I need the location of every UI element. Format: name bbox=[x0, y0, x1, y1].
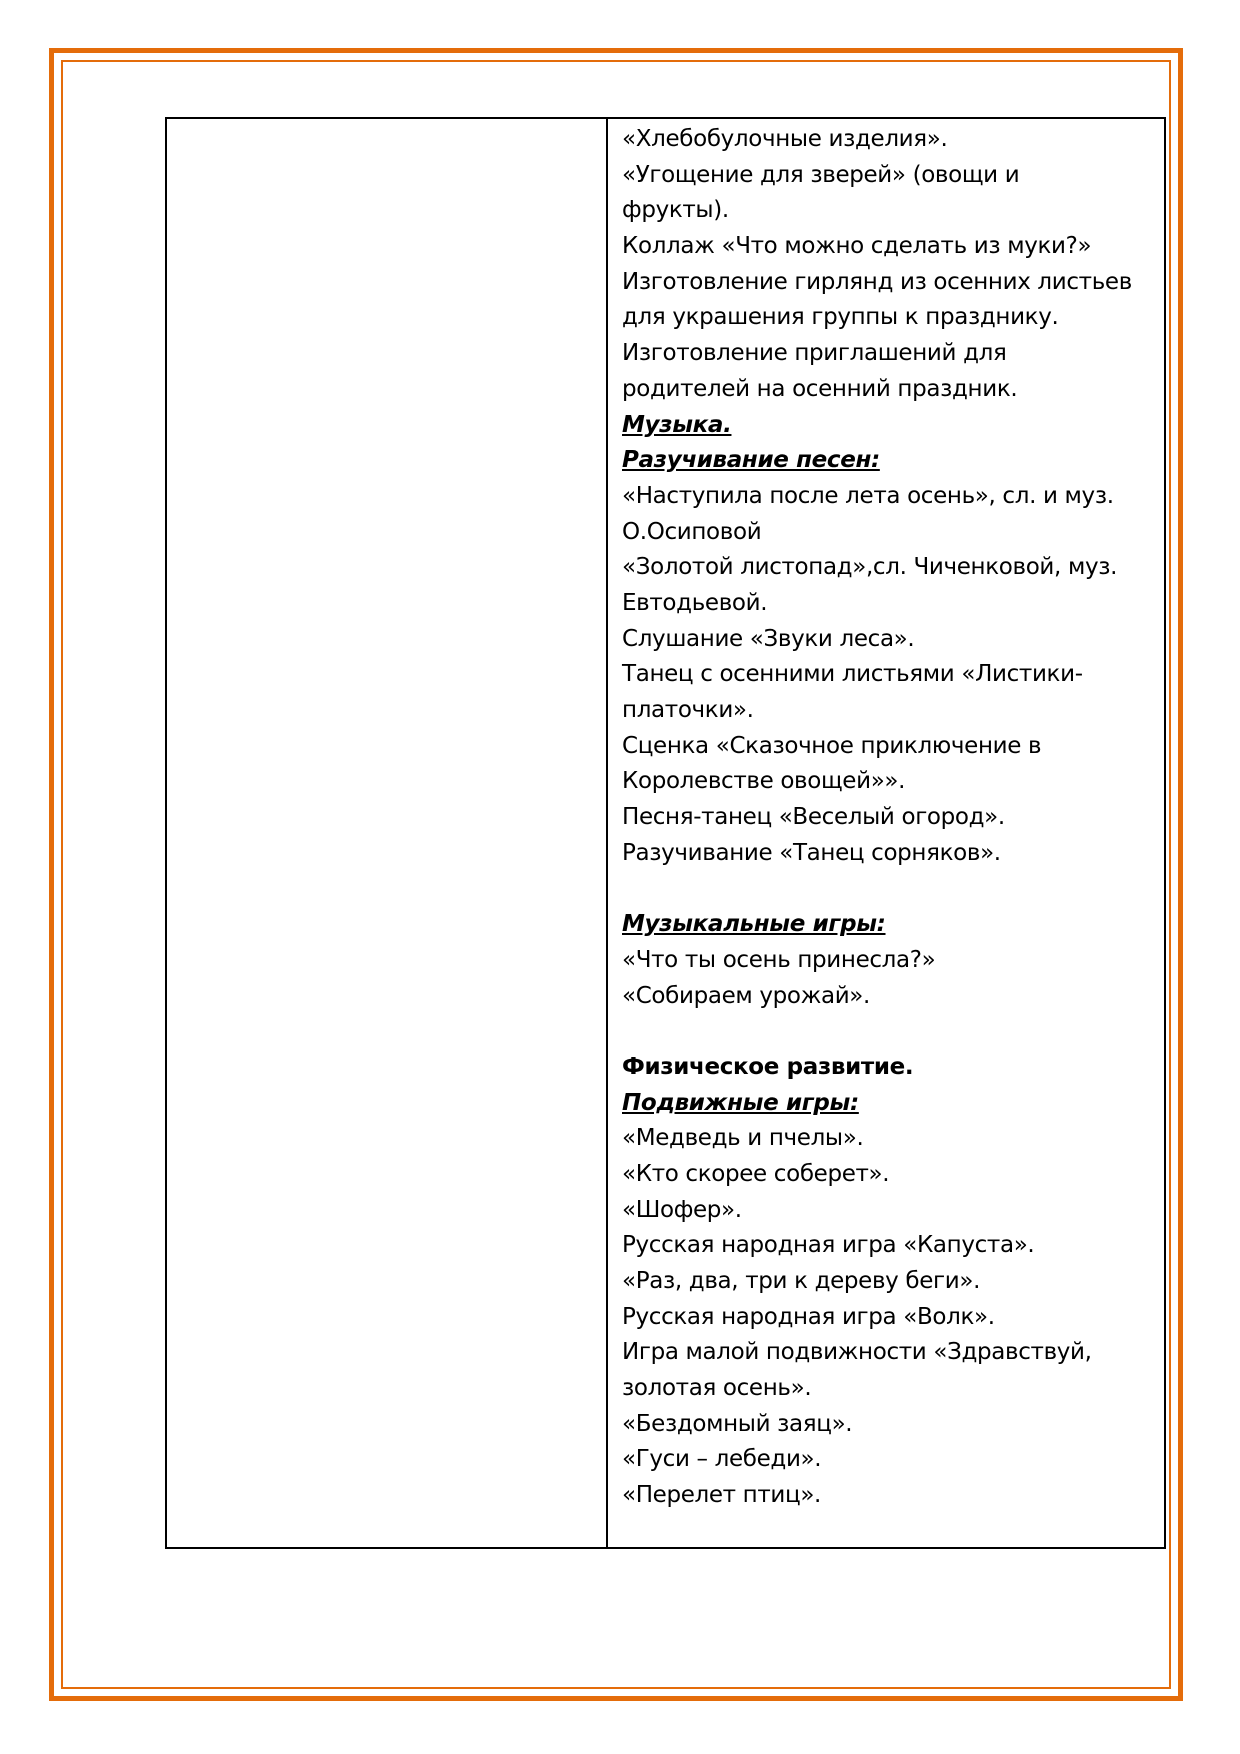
heading-text: Подвижные игры: bbox=[622, 1089, 859, 1116]
text-line: Сценка «Сказочное приключение в bbox=[622, 732, 1042, 759]
text-line: «Гуси – лебеди». bbox=[622, 1446, 822, 1473]
text-line: Русская народная игра «Волк». bbox=[622, 1303, 995, 1330]
text-line: платочки». bbox=[622, 697, 754, 723]
text-line: О.Осиповой bbox=[622, 518, 762, 545]
text-line: для украшения группы к празднику. bbox=[622, 304, 1059, 331]
activity-table bbox=[165, 117, 1166, 1549]
text-line: «Шофер». bbox=[622, 1196, 742, 1223]
text-line: родителей на осенний праздник. bbox=[622, 375, 1018, 402]
heading-text: Физическое развитие. bbox=[622, 1053, 914, 1080]
table-cell-left bbox=[167, 119, 608, 1547]
heading-text: Музыка. bbox=[622, 411, 732, 438]
section-heading-physical bbox=[622, 1050, 1158, 1086]
text-line: фрукты). bbox=[622, 197, 729, 224]
text-line: Песня-танец «Веселый огород». bbox=[622, 804, 1005, 831]
text-line: Разучивание «Танец сорняков». bbox=[622, 839, 1001, 866]
heading-text: Разучивание песен: bbox=[622, 447, 880, 474]
text-line: Королевстве овощей»». bbox=[622, 768, 906, 795]
text-line: золотая осень». bbox=[622, 1375, 812, 1402]
text-line: Евтодьевой. bbox=[622, 589, 768, 616]
section-heading-songs bbox=[622, 443, 1158, 479]
text-line: «Что ты осень принесла?» bbox=[622, 946, 936, 973]
text-line: «Раз, два, три к дереву беги». bbox=[622, 1268, 981, 1294]
text-line: «Собираем урожай». bbox=[622, 982, 870, 1009]
text-line: «Кто скорее соберет». bbox=[622, 1160, 890, 1187]
text-line: Танец с осенними листьями «Листики- bbox=[622, 661, 1083, 688]
text-line: Русская народная игра «Капуста». bbox=[622, 1232, 1035, 1259]
text-line: «Угощение для зверей» (овощи и bbox=[622, 161, 1020, 188]
text-line: «Наступила после лета осень», сл. и муз. bbox=[622, 482, 1114, 509]
text-line: Игра малой подвижности «Здравствуй, bbox=[622, 1339, 1092, 1366]
text-line: Изготовление приглашений для bbox=[622, 340, 1007, 367]
section-heading-music bbox=[622, 408, 1158, 444]
text-line: «Бездомный заяц». bbox=[622, 1410, 853, 1437]
text-line: «Медведь и пчелы». bbox=[622, 1125, 864, 1152]
blank-line bbox=[622, 1014, 1158, 1050]
text-line: Коллаж «Что можно сделать из муки?» bbox=[622, 233, 1092, 260]
text-line: «Золотой листопад»,сл. Чиченковой, муз. bbox=[622, 554, 1118, 581]
text-line: Изготовление гирлянд из осенних листьев bbox=[622, 268, 1132, 295]
table-cell-right bbox=[610, 119, 1164, 1547]
blank-line bbox=[622, 871, 1158, 907]
text-line: «Перелет птиц». bbox=[622, 1482, 821, 1509]
heading-text: Музыкальные игры: bbox=[622, 911, 886, 938]
text-line: «Хлебобулочные изделия». bbox=[622, 126, 948, 152]
section-heading-music-games bbox=[622, 907, 1158, 943]
text-line: Слушание «Звуки леса». bbox=[622, 625, 915, 652]
section-heading-outdoor-games bbox=[622, 1086, 1158, 1122]
